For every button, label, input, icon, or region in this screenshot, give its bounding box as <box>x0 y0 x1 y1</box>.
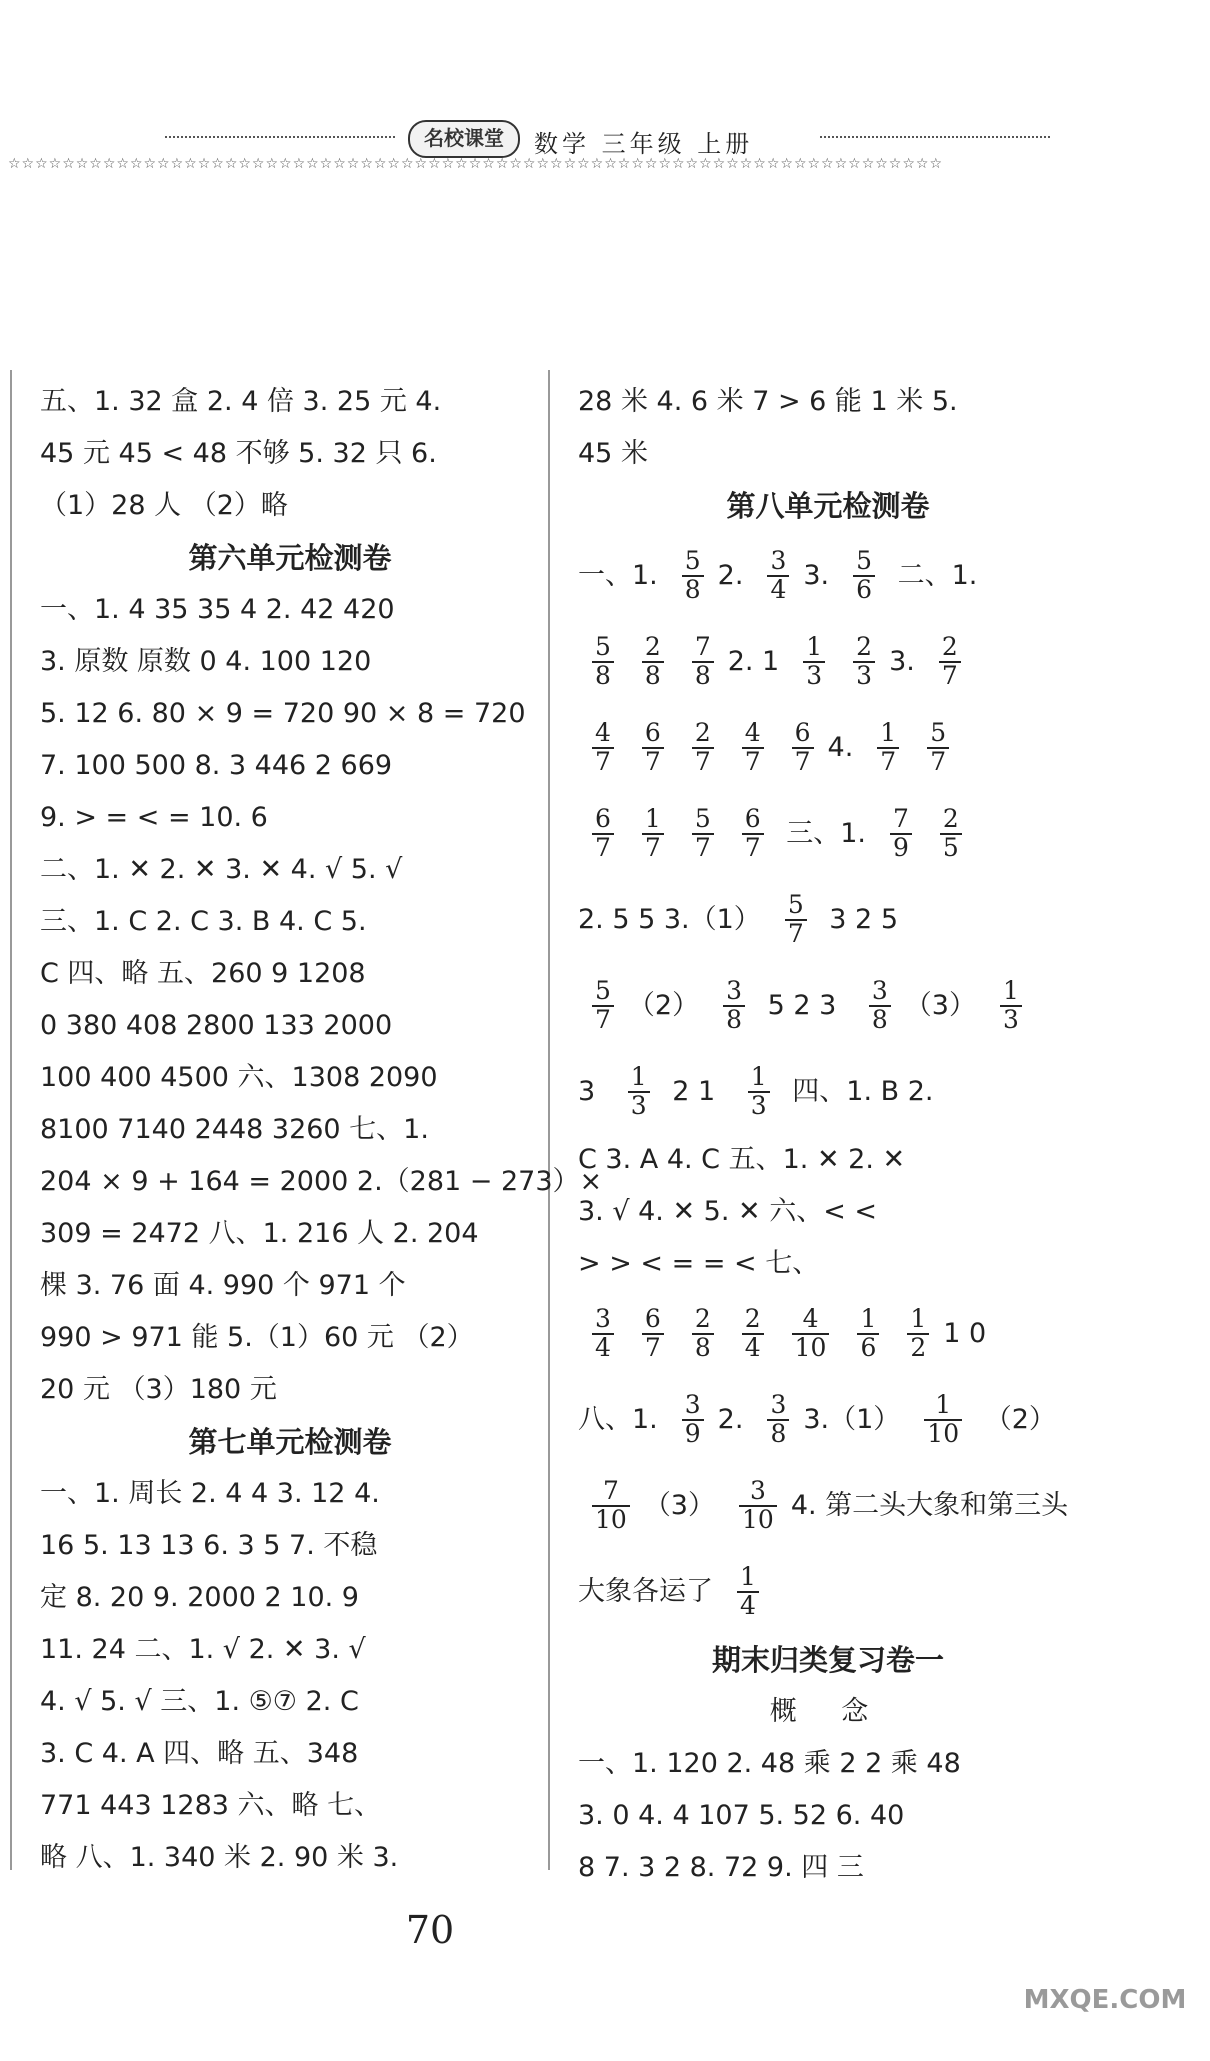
fraction <box>767 548 789 603</box>
fraction <box>628 1064 650 1119</box>
fraction-denominator: 2 <box>910 1332 927 1362</box>
header-dotted-rule-left <box>165 136 395 138</box>
fraction-answer-line <box>578 1548 1078 1634</box>
section-title-final-review: 期末归类复习卷一 <box>711 1643 944 1677</box>
section-subtitle-concepts: 概 念 <box>769 1696 887 1727</box>
fraction-numerator: 1 <box>907 1306 929 1334</box>
fraction-numerator: 2 <box>742 1306 764 1334</box>
fraction <box>890 806 912 861</box>
fraction <box>592 634 614 689</box>
answer-line: （1）28 人 （2）略 <box>40 490 288 521</box>
fraction <box>692 806 714 861</box>
fraction-numerator: 1 <box>924 1392 962 1420</box>
fraction-denominator: 8 <box>871 1004 888 1034</box>
fraction-denominator: 7 <box>694 832 711 862</box>
answer-text: 2. 1 <box>727 645 780 677</box>
answer-text: 二、1. <box>889 559 978 591</box>
fraction-numerator: 4 <box>592 720 614 748</box>
fraction-denominator: 8 <box>595 660 611 690</box>
answer-line: 11. 24 二、1. √ 2. ✕ 3. √ <box>40 1634 366 1665</box>
fraction-numerator: 3 <box>682 1392 704 1420</box>
answer-line: 三、1. C 2. C 3. B 4. C 5. <box>40 906 367 937</box>
fraction <box>742 720 764 775</box>
fraction <box>592 720 614 775</box>
fraction-answer-line <box>578 790 1078 876</box>
fraction-numerator: 6 <box>792 720 814 748</box>
fraction-answer-line <box>578 532 1078 618</box>
fraction-denominator: 7 <box>595 746 611 776</box>
fraction-numerator: 1 <box>642 806 664 834</box>
fraction <box>907 1306 929 1361</box>
answer-text: 2. 5 5 3.（1） <box>578 903 761 935</box>
section-title-unit-8: 第八单元检测卷 <box>726 489 930 523</box>
fraction-denominator: 4 <box>744 1332 761 1362</box>
fraction-numerator: 5 <box>785 892 807 920</box>
left-margin-rule <box>10 370 12 1870</box>
fraction <box>792 720 814 775</box>
fraction-denominator: 7 <box>694 746 711 776</box>
answer-text: 大象各运了 <box>578 1575 713 1607</box>
answer-line: 7. 100 500 8. 3 446 2 669 <box>40 750 393 781</box>
answer-line: 3. √ 4. ✕ 5. ✕ 六、< < <box>578 1196 878 1227</box>
fraction-denominator: 9 <box>684 1418 701 1448</box>
fraction-answer-line <box>578 876 1078 962</box>
fraction-numerator: 1 <box>628 1064 650 1092</box>
fraction-denominator: 8 <box>644 660 661 690</box>
fraction-denominator: 4 <box>595 1332 611 1362</box>
fraction-denominator: 3 <box>750 1090 767 1120</box>
fraction-numerator: 1 <box>877 720 899 748</box>
fraction-denominator: 3 <box>1002 1004 1019 1034</box>
fraction <box>682 1392 704 1447</box>
right-answer-column <box>578 376 1078 1894</box>
fraction-denominator: 6 <box>860 1332 877 1362</box>
answer-text: 3. <box>803 559 830 591</box>
answer-line: 45 米 <box>578 438 648 469</box>
fraction <box>792 1306 830 1361</box>
fraction-answer-line <box>578 1462 1078 1548</box>
fraction-numerator: 5 <box>592 634 614 662</box>
fraction <box>785 892 807 947</box>
fraction-denominator: 7 <box>880 746 897 776</box>
fraction-numerator: 5 <box>592 978 614 1006</box>
fraction <box>642 720 664 775</box>
answer-line: 4. √ 5. √ 三、1. ⑤⑦ 2. C <box>40 1686 359 1717</box>
fraction-numerator: 5 <box>927 720 949 748</box>
answer-line: 16 5. 13 13 6. 3 5 7. 不稳 <box>40 1530 378 1561</box>
fraction <box>692 1306 714 1361</box>
fraction-denominator: 3 <box>856 660 873 690</box>
fraction-numerator: 1 <box>737 1564 759 1592</box>
fraction-numerator: 7 <box>592 1478 630 1506</box>
fraction <box>592 1478 630 1533</box>
answer-line: 棵 3. 76 面 4. 990 个 971 个 <box>40 1270 406 1301</box>
answer-line: 771 443 1283 六、略 七、 <box>40 1790 382 1821</box>
fraction-denominator: 6 <box>856 574 873 604</box>
fraction <box>642 806 664 861</box>
fraction <box>742 1306 764 1361</box>
fraction <box>803 634 825 689</box>
fraction-answers-unit-8-continued <box>578 1290 1078 1634</box>
fraction-denominator: 7 <box>595 1004 611 1034</box>
fraction-denominator: 7 <box>644 832 661 862</box>
answer-line: 3. 原数 原数 0 4. 100 120 <box>40 646 372 677</box>
fraction <box>592 978 614 1033</box>
fraction <box>869 978 891 1033</box>
fraction-numerator: 3 <box>767 1392 789 1420</box>
answer-line: C 四、略 五、260 9 1208 <box>40 958 366 989</box>
fraction-numerator: 1 <box>748 1064 770 1092</box>
answer-line: 309 = 2472 八、1. 216 人 2. 204 <box>40 1218 479 1249</box>
fraction-denominator: 4 <box>770 574 787 604</box>
fraction <box>592 1306 614 1361</box>
fraction-answer-line <box>578 618 1078 704</box>
fraction <box>853 634 875 689</box>
fraction-denominator: 10 <box>595 1504 627 1534</box>
answer-line: 204 × 9 + 164 = 2000 2.（281 − 273）× <box>40 1166 603 1197</box>
answer-text: 4. <box>827 731 854 763</box>
answer-text: 1 0 <box>943 1317 987 1349</box>
fraction <box>642 1306 664 1361</box>
answer-text: （3） <box>643 1489 715 1521</box>
answer-text: 3.（1） <box>803 1403 901 1435</box>
answer-line: C 3. A 4. C 五、1. ✕ 2. ✕ <box>578 1144 906 1175</box>
fraction-numerator: 2 <box>692 1306 714 1334</box>
answer-line: 9. > = < = 10. 6 <box>40 802 268 833</box>
fraction <box>682 548 704 603</box>
fraction-numerator: 4 <box>792 1306 830 1334</box>
fraction-answer-line <box>578 1290 1078 1376</box>
answer-text: （2） <box>627 989 700 1021</box>
fraction-numerator: 3 <box>592 1306 614 1334</box>
answer-line: 一、1. 120 2. 48 乘 2 2 乘 48 <box>578 1748 961 1779</box>
fraction-numerator: 2 <box>853 634 875 662</box>
answer-text: 三、1. <box>777 817 866 849</box>
answer-line: 一、1. 周长 2. 4 4 3. 12 4. <box>40 1478 380 1509</box>
fraction <box>742 806 764 861</box>
fraction-denominator: 7 <box>941 660 958 690</box>
watermark: MXQE.COM <box>1023 1985 1187 2015</box>
fraction-answer-line <box>578 1376 1078 1462</box>
answer-line: 3. 0 4. 4 107 5. 52 6. 40 <box>578 1800 905 1831</box>
column-divider <box>548 370 550 1870</box>
fraction <box>924 1392 962 1447</box>
answer-text: 2. <box>717 559 744 591</box>
fraction-answers-unit-8 <box>578 532 1078 1134</box>
fraction-denominator: 7 <box>595 832 611 862</box>
answer-text: 2 1 <box>663 1075 724 1107</box>
fraction-numerator: 1 <box>1000 978 1022 1006</box>
fraction-denominator: 10 <box>794 1332 827 1362</box>
fraction <box>940 806 962 861</box>
answer-text: （3） <box>904 989 976 1021</box>
answer-text: 一、1. <box>578 559 658 591</box>
fraction <box>692 634 714 689</box>
answer-text: 4. 第二头大象和第三头 <box>790 1489 1069 1521</box>
answer-text: 3 <box>578 1075 604 1107</box>
answer-line: 100 400 4500 六、1308 2090 <box>40 1062 438 1093</box>
fraction-numerator: 2 <box>939 634 961 662</box>
left-answer-column <box>40 376 603 1884</box>
fraction <box>939 634 961 689</box>
fraction-numerator: 7 <box>890 806 912 834</box>
answer-text: 四、1. B 2. <box>783 1075 934 1107</box>
fraction-numerator: 7 <box>692 634 714 662</box>
fraction-denominator: 4 <box>740 1590 756 1620</box>
answer-text: 2. <box>717 1403 744 1435</box>
answer-text: （2） <box>976 1403 1056 1435</box>
answer-text: 3. <box>889 645 915 677</box>
answer-line: 990 > 971 能 5.（1）60 元 （2） <box>40 1322 474 1353</box>
fraction-denominator: 10 <box>927 1418 960 1448</box>
fraction-numerator: 6 <box>642 1306 664 1334</box>
fraction-numerator: 5 <box>682 548 704 576</box>
fraction-numerator: 3 <box>723 978 745 1006</box>
page-header <box>0 118 1210 178</box>
fraction-denominator: 7 <box>787 918 804 948</box>
header-star-row: ☆☆☆☆☆☆☆☆☆☆☆☆☆☆☆☆☆☆☆☆☆☆☆☆☆☆☆☆☆☆☆☆☆☆☆☆☆☆☆☆☆☆☆☆☆☆☆☆☆☆☆☆☆☆☆☆☆☆☆☆☆☆☆☆☆☆☆☆☆ <box>8 156 944 172</box>
answer-text: 八、1. <box>578 1403 658 1435</box>
fraction <box>1000 978 1022 1033</box>
answer-line: > > < = = < 七、 <box>578 1248 820 1279</box>
concept-answers <box>578 1738 1078 1894</box>
fraction-numerator: 2 <box>940 806 962 834</box>
answer-line: 3. C 4. A 四、略 五、348 <box>40 1738 359 1769</box>
plain-answers-unit-8 <box>578 1134 1078 1290</box>
fraction-numerator: 3 <box>767 548 789 576</box>
fraction-numerator: 4 <box>742 720 764 748</box>
fraction-numerator: 3 <box>869 978 891 1006</box>
answer-line: 20 元 （3）180 元 <box>40 1374 277 1405</box>
fraction <box>748 1064 770 1119</box>
book-logo: 名校课堂 <box>408 120 520 158</box>
fraction-answer-line <box>578 962 1078 1048</box>
fraction-denominator: 9 <box>892 832 909 862</box>
fraction-numerator: 1 <box>857 1306 879 1334</box>
answer-line: 8100 7140 2448 3260 七、1. <box>40 1114 429 1145</box>
fraction-denominator: 8 <box>726 1004 742 1034</box>
fraction-answer-line <box>578 704 1078 790</box>
fraction-denominator: 10 <box>742 1504 774 1534</box>
answer-line: 0 380 408 2800 133 2000 <box>40 1010 393 1041</box>
fraction <box>737 1564 759 1619</box>
fraction <box>739 1478 777 1533</box>
fraction-numerator: 3 <box>739 1478 777 1506</box>
fraction-denominator: 8 <box>694 1332 711 1362</box>
fraction <box>877 720 899 775</box>
fraction-denominator: 7 <box>794 746 811 776</box>
fraction-numerator: 5 <box>692 806 714 834</box>
fraction-numerator: 5 <box>853 548 875 576</box>
page-number: 70 <box>405 1908 455 1952</box>
fraction <box>592 806 614 861</box>
answer-line: 五、1. 32 盒 2. 4 倍 3. 25 元 4. <box>40 386 442 417</box>
fraction-denominator: 8 <box>694 660 711 690</box>
fraction-numerator: 2 <box>642 634 664 662</box>
answer-text: 3 2 5 <box>820 903 899 935</box>
answer-line: 8 7. 3 2 8. 72 9. 四 三 <box>578 1852 864 1883</box>
fraction-denominator: 7 <box>930 746 947 776</box>
fraction <box>857 1306 879 1361</box>
fraction <box>642 634 664 689</box>
fraction-denominator: 3 <box>630 1090 647 1120</box>
fraction-numerator: 2 <box>692 720 714 748</box>
answer-line: 二、1. ✕ 2. ✕ 3. ✕ 4. √ 5. √ <box>40 854 403 885</box>
fraction-denominator: 7 <box>644 746 661 776</box>
answer-line: 5. 12 6. 80 × 9 = 720 90 × 8 = 720 <box>40 698 526 729</box>
fraction-denominator: 7 <box>644 1332 661 1362</box>
fraction-numerator: 6 <box>592 806 614 834</box>
fraction <box>853 548 875 603</box>
header-dotted-rule-right <box>820 136 1050 138</box>
fraction-denominator: 8 <box>770 1418 787 1448</box>
fraction <box>723 978 745 1033</box>
answer-line: 一、1. 4 35 35 4 2. 42 420 <box>40 594 395 625</box>
fraction <box>692 720 714 775</box>
fraction-denominator: 8 <box>684 574 701 604</box>
header-title: 数学 三年级 上册 <box>534 130 754 158</box>
section-title: 第六单元检测卷 <box>188 541 392 575</box>
fraction-numerator: 6 <box>742 806 764 834</box>
answer-line: 略 八、1. 340 米 2. 90 米 3. <box>40 1842 399 1873</box>
answer-line: 28 米 4. 6 米 7 > 6 能 1 米 5. <box>578 386 958 417</box>
answer-text: 5 2 3 <box>759 989 845 1021</box>
fraction-denominator: 3 <box>806 660 823 690</box>
fraction-answer-line <box>578 1048 1078 1134</box>
answer-line: 定 8. 20 9. 2000 2 10. 9 <box>40 1582 359 1613</box>
section-title: 第七单元检测卷 <box>188 1425 392 1459</box>
fraction <box>927 720 949 775</box>
fraction-denominator: 7 <box>744 832 761 862</box>
fraction-numerator: 1 <box>803 634 825 662</box>
fraction-denominator: 7 <box>744 746 761 776</box>
fraction-numerator: 6 <box>642 720 664 748</box>
fraction-denominator: 5 <box>942 832 959 862</box>
answer-line: 45 元 45 < 48 不够 5. 32 只 6. <box>40 438 437 469</box>
fraction <box>767 1392 789 1447</box>
